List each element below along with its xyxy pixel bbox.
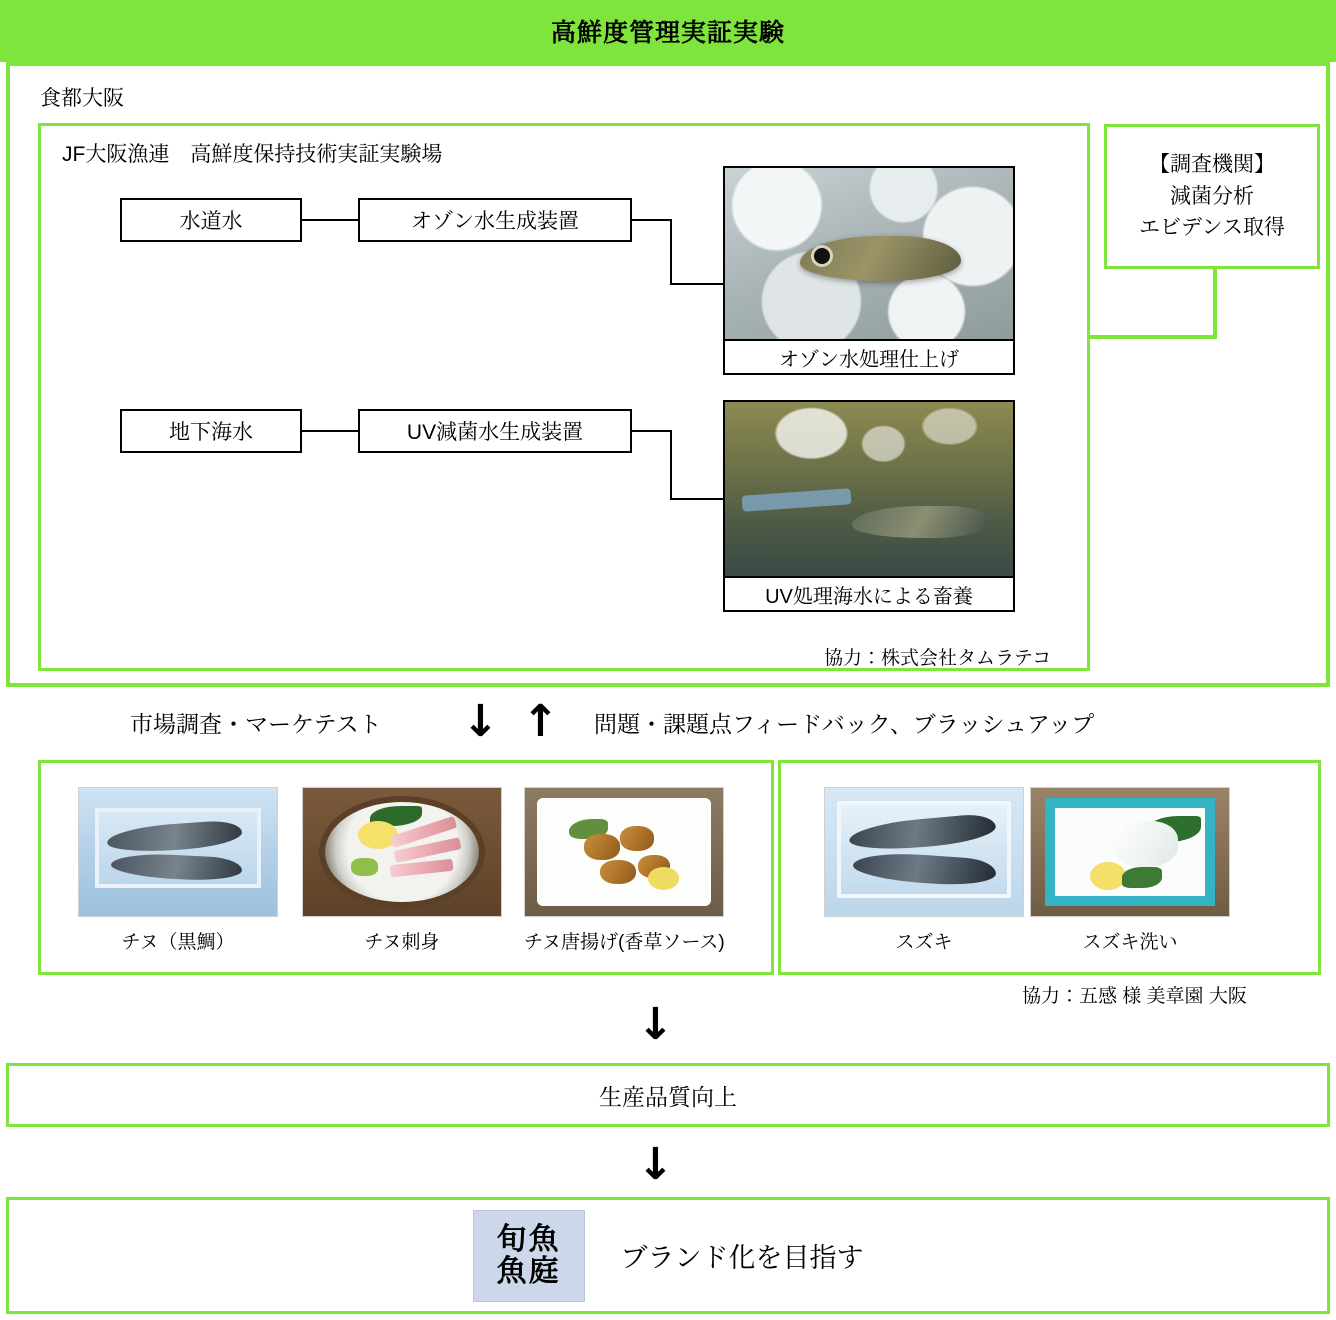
connector-uv-h2 <box>670 498 725 500</box>
chinu-sashimi-photo <box>302 787 502 917</box>
connector-uv-h1 <box>632 430 672 432</box>
product-label: チヌ唐揚げ(香草ソース) <box>524 932 725 953</box>
experiment-credit: 協力：株式会社タムラテコ <box>824 648 1052 669</box>
connector-research-h <box>1090 335 1217 339</box>
box-ground-seawater: 地下海水 <box>120 409 302 453</box>
branding-label: ブランド化を目指す <box>620 1243 864 1273</box>
box-ozone-generator: オゾン水生成装置 <box>358 198 632 242</box>
products-credit: 協力：五感 様 美章園 大阪 <box>1022 986 1247 1007</box>
connector-ozone-h1 <box>632 219 672 221</box>
product-label: スズキ洗い <box>1082 932 1178 953</box>
brand-logo-line-1: 旬魚 <box>496 1222 561 1257</box>
chinu-karaage-photo <box>524 787 724 917</box>
experiment-frame-label: JF大阪漁連 高鮮度保持技術実証実験場 <box>62 143 443 166</box>
brand-logo <box>473 1210 585 1302</box>
connector-ozone-h2 <box>670 283 725 285</box>
connector-ozone-v <box>670 219 672 284</box>
suzuki-arai-photo <box>1030 787 1230 917</box>
ozone-photo-caption: オゾン水処理仕上げ <box>723 341 1015 375</box>
product-item-suzuki-whole <box>824 787 1024 954</box>
arrow-up-icon: ↑ <box>522 696 559 747</box>
connector-uv-v <box>670 430 672 500</box>
connector-research-v <box>1213 269 1217 339</box>
product-label: スズキ <box>895 932 953 953</box>
ozone-treated-fish-on-ice-photo <box>723 166 1015 341</box>
arrow-down-icon: ↓ <box>637 999 674 1050</box>
product-item-suzuki-arai <box>1030 787 1230 954</box>
product-item-chinu-karaage <box>524 787 724 954</box>
arrow-down-icon: ↓ <box>637 1139 674 1190</box>
suzuki-whole-fish-photo <box>824 787 1024 917</box>
feedback-label: 問題・課題点フィードバック、ブラッシュアップ <box>594 711 1095 737</box>
research-line-2: 減菌分析 <box>1170 184 1254 208</box>
connector-ground-to-uv <box>302 430 358 432</box>
research-line-1: 【調査機関】 <box>1149 153 1275 177</box>
market-test-label: 市場調査・マーケテスト <box>130 711 382 737</box>
box-uv-generator: UV減菌水生成装置 <box>358 409 632 453</box>
brand-logo-line-2: 魚庭 <box>496 1253 561 1289</box>
arrow-down-icon: ↓ <box>462 696 499 747</box>
page-title: 高鮮度管理実証実験 <box>550 19 785 47</box>
product-item-chinu-whole <box>78 787 278 954</box>
product-label: チヌ（黒鯛） <box>121 932 235 953</box>
branding-bar <box>6 1197 1330 1314</box>
box-tap-water: 水道水 <box>120 198 302 242</box>
uv-treated-seawater-tank-photo <box>723 400 1015 578</box>
research-institution-box <box>1104 124 1320 269</box>
header-band <box>0 0 1336 62</box>
quality-improvement-bar: 生産品質向上 <box>6 1063 1330 1127</box>
chinu-whole-fish-photo <box>78 787 278 917</box>
uv-photo-caption: UV処理海水による畜養 <box>723 578 1015 612</box>
research-line-3: エビデンス取得 <box>1139 216 1285 240</box>
product-item-chinu-sashimi <box>302 787 502 954</box>
product-label: チヌ刺身 <box>364 932 440 953</box>
connector-tap-to-ozone <box>302 219 358 221</box>
outer-frame-label: 食都大阪 <box>40 87 124 110</box>
